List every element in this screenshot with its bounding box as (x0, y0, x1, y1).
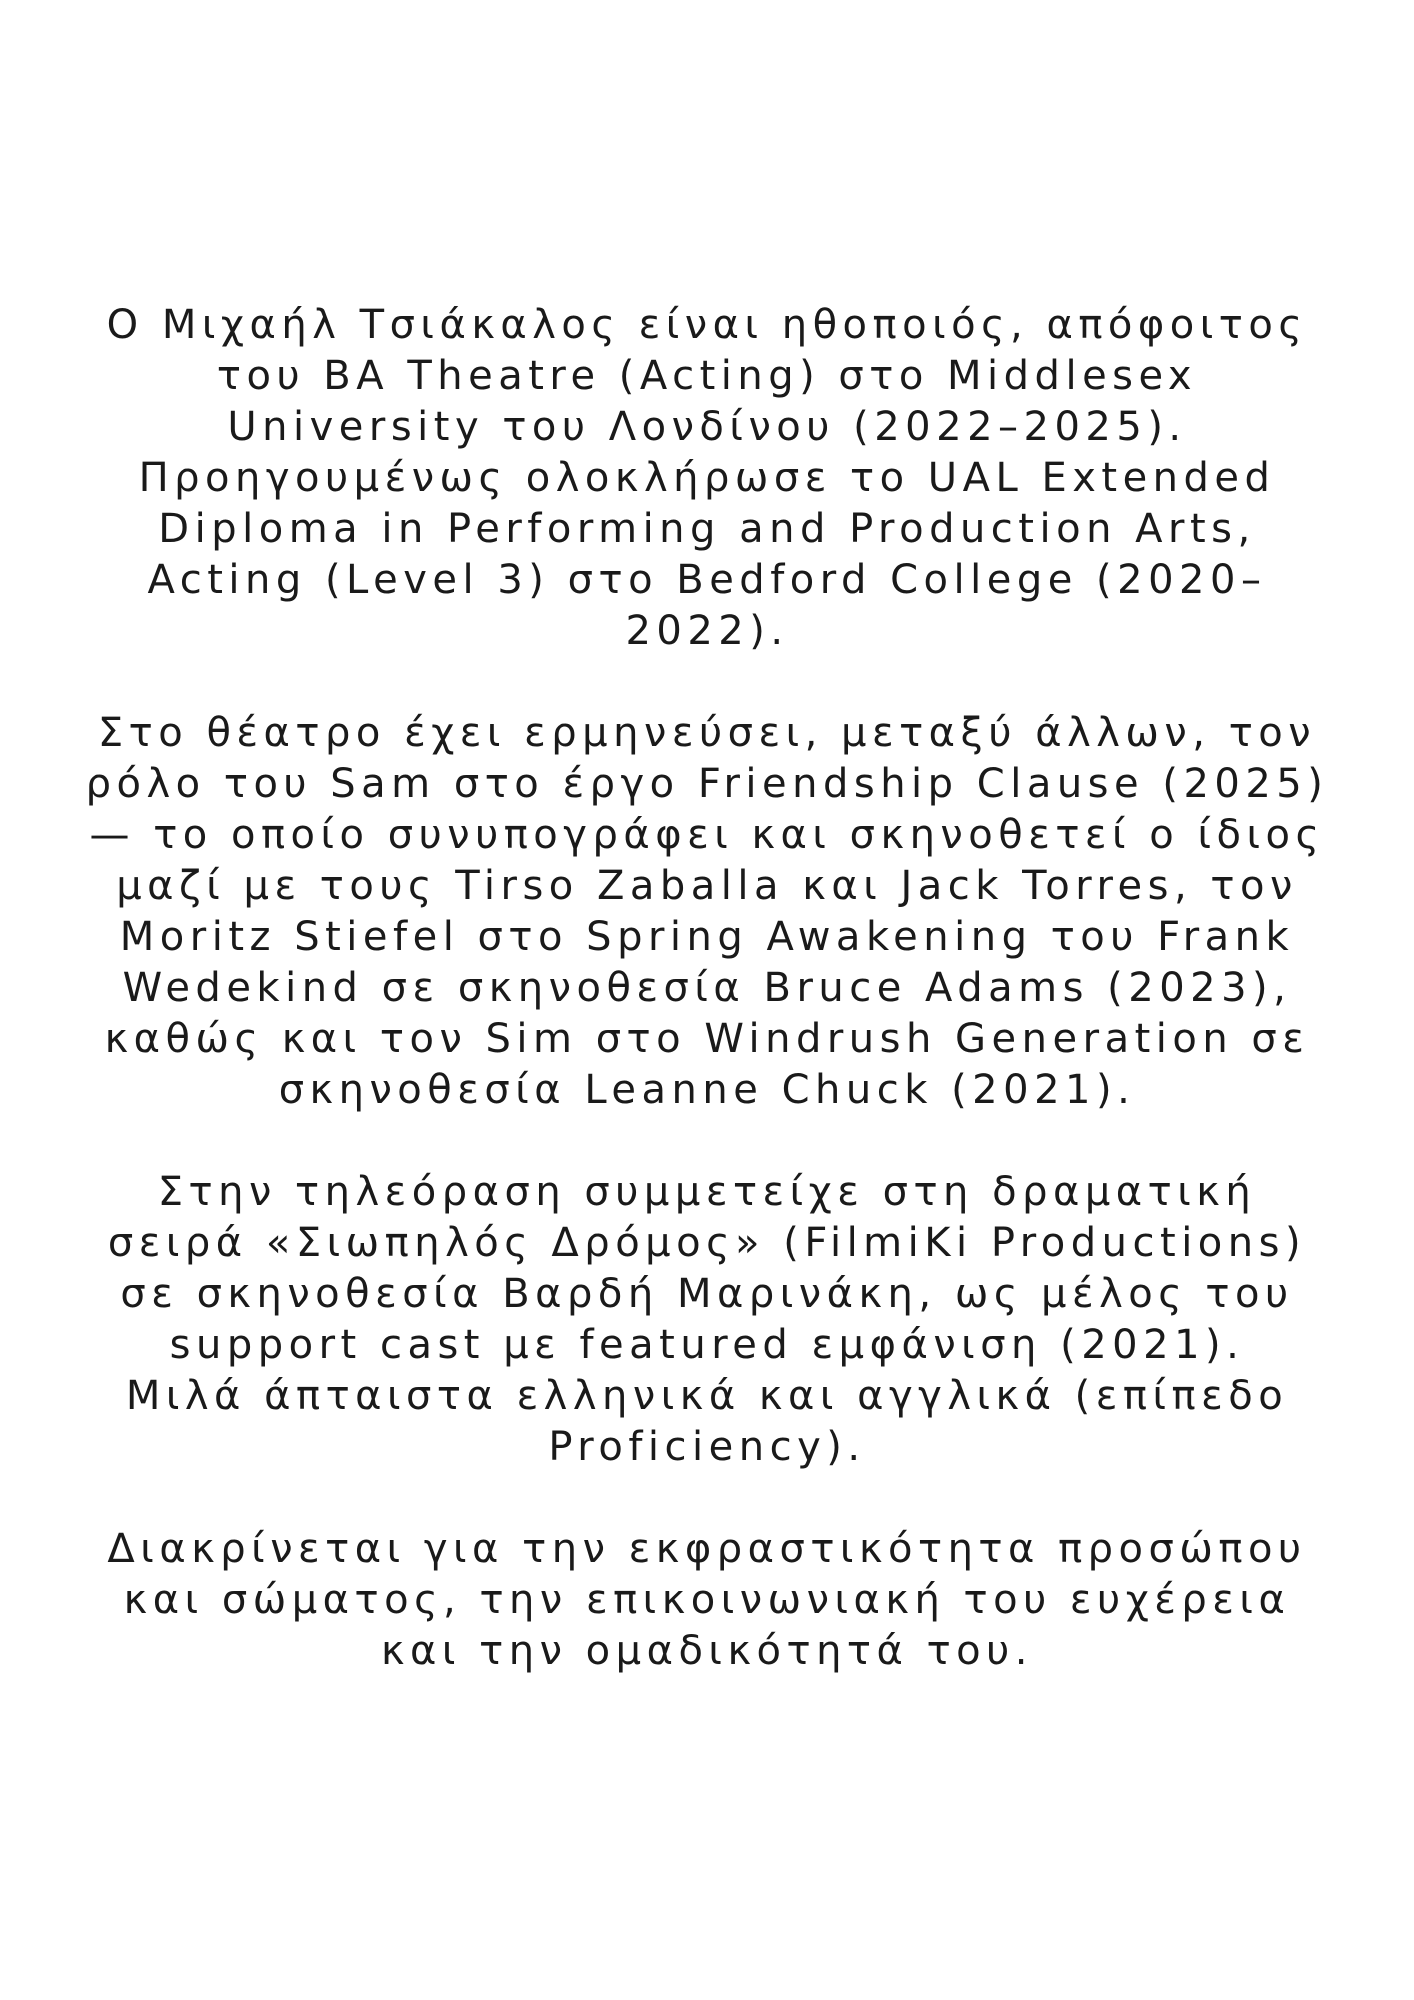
text-line: Proficiency). (548, 1424, 866, 1470)
text-line: σκηνοθεσία Leanne Chuck (2021). (278, 1067, 1136, 1113)
text-line: Προηγουμένως ολοκλήρωσε το UAL Extended (138, 455, 1276, 501)
text-line: University του Λονδίνου (2022–2025). (227, 404, 1187, 450)
text-line: και σώματος, την επικοινωνιακή του ευχέρεια (123, 1577, 1291, 1623)
paragraph-theatre (60, 708, 1354, 1116)
text-line: 2022). (625, 608, 789, 654)
text-line: — το οποίο συνυπογράφει και σκηνοθετεί ο ίδιος (89, 812, 1325, 858)
text-line: σειρά «Σιωπηλός Δρόμος» (FilmiKi Productions) (107, 1220, 1307, 1266)
paragraph-education (60, 300, 1354, 657)
text-line: καθώς και τον Sim στο Windrush Generation σε (104, 1016, 1310, 1062)
text-line: και την ομαδικότητά του. (380, 1628, 1034, 1674)
paragraph-qualities (60, 1524, 1354, 1677)
text-line: Μιλά άπταιστα ελληνικά και αγγλικά (επίπεδο (125, 1373, 1289, 1419)
text-line: Στο θέατρο έχει ερμηνεύσει, μεταξύ άλλων, τον (97, 710, 1317, 756)
paragraph-television (60, 1167, 1354, 1473)
text-line: ρόλο του Sam στο έργο Friendship Clause (2025) (85, 761, 1329, 807)
text-line: Moritz Stiefel στο Spring Awakening του Frank (119, 914, 1295, 960)
text-line: Wedekind σε σκηνοθεσία Bruce Adams (2023), (122, 965, 1292, 1011)
text-line: μαζί με τους Tirso Zaballa και Jack Torres, τον (116, 863, 1298, 909)
text-line: σε σκηνοθεσία Βαρδή Μαρινάκη, ως μέλος του (120, 1271, 1294, 1317)
text-line: Ο Μιχαήλ Τσιάκαλος είναι ηθοποιός, απόφοιτος (106, 302, 1308, 348)
text-line: support cast με featured εμφάνιση (2021). (169, 1322, 1245, 1368)
text-line: του BA Theatre (Acting) στο Middlesex (216, 353, 1198, 399)
text-line: Acting (Level 3) στο Bedford College (2020– (147, 557, 1267, 603)
text-line: Diploma in Performing and Production Arts, (158, 506, 1256, 552)
text-line: Στην τηλεόραση συμμετείχε στη δραματική (157, 1169, 1257, 1215)
bio-text (60, 300, 1354, 1728)
text-line: Διακρίνεται για την εκφραστικότητα προσώπου (107, 1526, 1307, 1572)
